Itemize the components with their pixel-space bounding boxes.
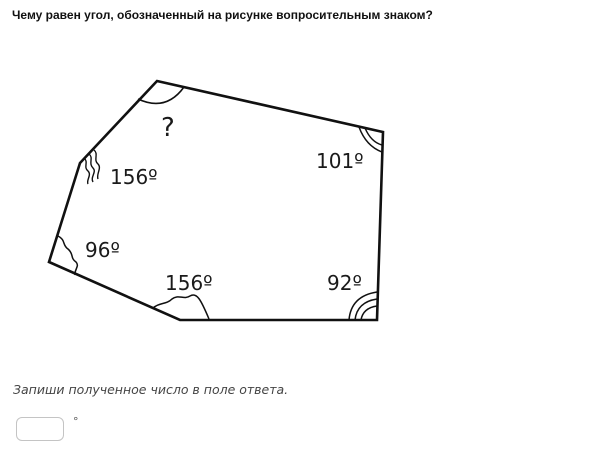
angle-arc-156-bottom [153,295,209,319]
angle-label-101: 101º [316,149,364,173]
angle-arc-92 [349,292,377,320]
angle-label-96: 96º [85,238,120,262]
instruction-text: Запиши полученное число в поле ответа. [13,382,289,397]
degree-unit: ° [73,415,79,428]
unknown-angle-label: ? [161,113,175,143]
question-text: Чему равен угол, обозначенный на рисунке вопросительным знаком? [12,8,433,22]
angle-label-156-upper: 156º [110,165,158,189]
answer-input[interactable] [16,417,64,441]
angle-label-156-bottom: 156º [165,271,213,295]
angle-label-92: 92º [327,271,362,295]
